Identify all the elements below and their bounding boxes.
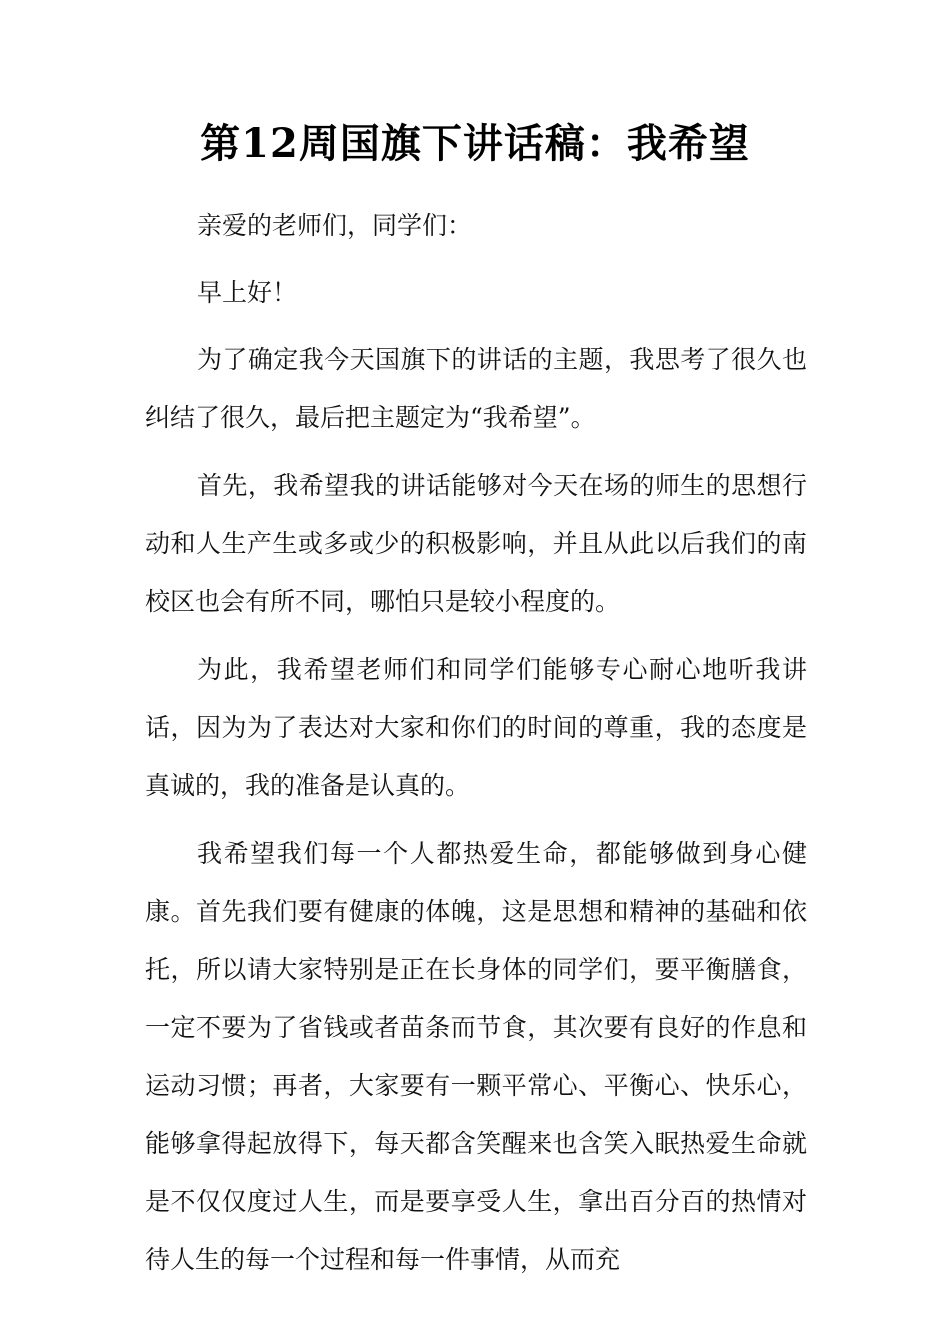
paragraph-first-hope: 首先，我希望我的讲话能够对今天在场的师生的思想行动和人生产生或多或少的积极影响，并且从此以后我们的南校区也会有所不同，哪怕只是较小程度的。 <box>145 471 807 616</box>
document-body <box>145 197 807 1299</box>
paragraph-good-morning: 早上好！ <box>197 278 298 307</box>
paragraph-topic: 为了确定我今天国旗下的讲话的主题，我思考了很久也纠结了很久，最后把主题定为“我希望”。 <box>145 345 807 432</box>
paragraph-listen: 为此，我希望老师们和同学们能够专心耐心地听我讲话，因为为了表达对大家和你们的时间的尊重，我的态度是真诚的，我的准备是认真的。 <box>145 655 807 800</box>
paragraph-health: 我希望我们每一个人都热爱生命，都能够做到身心健康。首先我们要有健康的体魄，这是思想和精神的基础和依托，所以请大家特别是正在长身体的同学们，要平衡膳食，一定不要为了省钱或者苗条而节食，其次要有良好的作息和运动习惯；再者，大家要有一颗平常心、平衡心、快乐心，能够拿得起放得下，每天都含笑醒来也含笑入眠热爱生命就是不仅仅度过人生，而是要享受人生，拿出百分百的热情对待人生的每一个过程和每一件事情，从而充 <box>145 839 807 1274</box>
paragraph-greeting: 亲爱的老师们，同学们： <box>197 211 473 240</box>
document-title: 第12周国旗下讲话稿：我希望 <box>200 120 750 167</box>
